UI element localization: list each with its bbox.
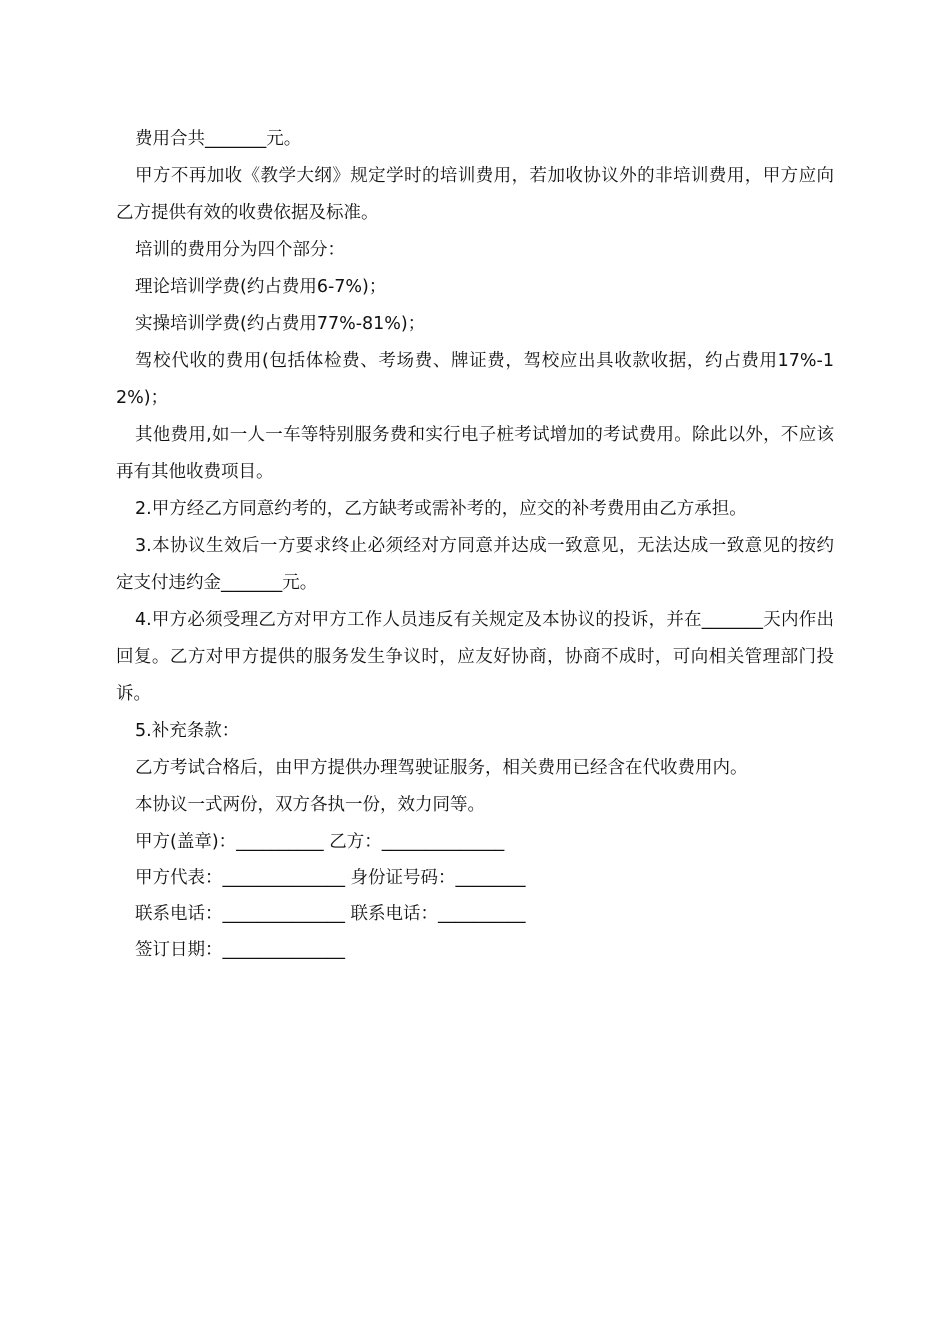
no-extra-fee-clause: 甲方不再加收《教学大纲》规定学时的培训费用，若加收协议外的非培训费用，甲方应向乙方提供有效的收费依据及标准。 — [116, 166, 834, 223]
clause-2: 2.甲方经乙方同意约考的，乙方缺考或需补考的，应交的补考费用由乙方承担。 — [135, 499, 747, 519]
signature-party-line: 甲方(盖章)：__________ 乙方：______________ — [135, 832, 505, 852]
clause-4: 4.甲方必须受理乙方对甲方工作人员违反有关规定及本协议的投诉，并在_______天内作出回复。乙方对甲方提供的服务发生争议时，应友好协商，协商不成时，可向相关管理部门投诉。 — [116, 610, 834, 704]
other-fee-item: 其他费用,如一人一车等特别服务费和实行电子桩考试增加的考试费用。除此以外，不应该再有其他收费项目。 — [116, 425, 834, 482]
document-body — [116, 121, 834, 968]
license-service-clause: 乙方考试合格后，由甲方提供办理驾驶证服务，相关费用已经含在代收费用内。 — [135, 758, 748, 778]
contact-phone-line: 联系电话：______________ 联系电话：__________ — [135, 904, 526, 924]
representative-id-line: 甲方代表：______________ 身份证号码：________ — [135, 868, 526, 888]
collected-fee-item: 驾校代收的费用(包括体检费、考场费、牌证费，驾校应出具收款收据，约占费用17%-12%)； — [116, 351, 834, 408]
clause-3: 3.本协议生效后一方要求终止必须经对方同意并达成一致意见，无法达成一致意见的按约定支付违约金_______元。 — [116, 536, 834, 593]
copies-clause: 本协议一式两份，双方各执一份，效力同等。 — [135, 795, 485, 815]
clause-5-heading: 5.补充条款： — [135, 721, 240, 741]
practice-fee-item: 实操培训学费(约占费用77%-81%)； — [135, 314, 426, 334]
signing-date-line: 签订日期：______________ — [135, 940, 345, 960]
total-fee-line: 费用合共_______元。 — [135, 129, 302, 149]
theory-fee-item: 理论培训学费(约占费用6-7%)； — [135, 277, 387, 297]
fee-parts-intro: 培训的费用分为四个部分： — [135, 240, 345, 260]
